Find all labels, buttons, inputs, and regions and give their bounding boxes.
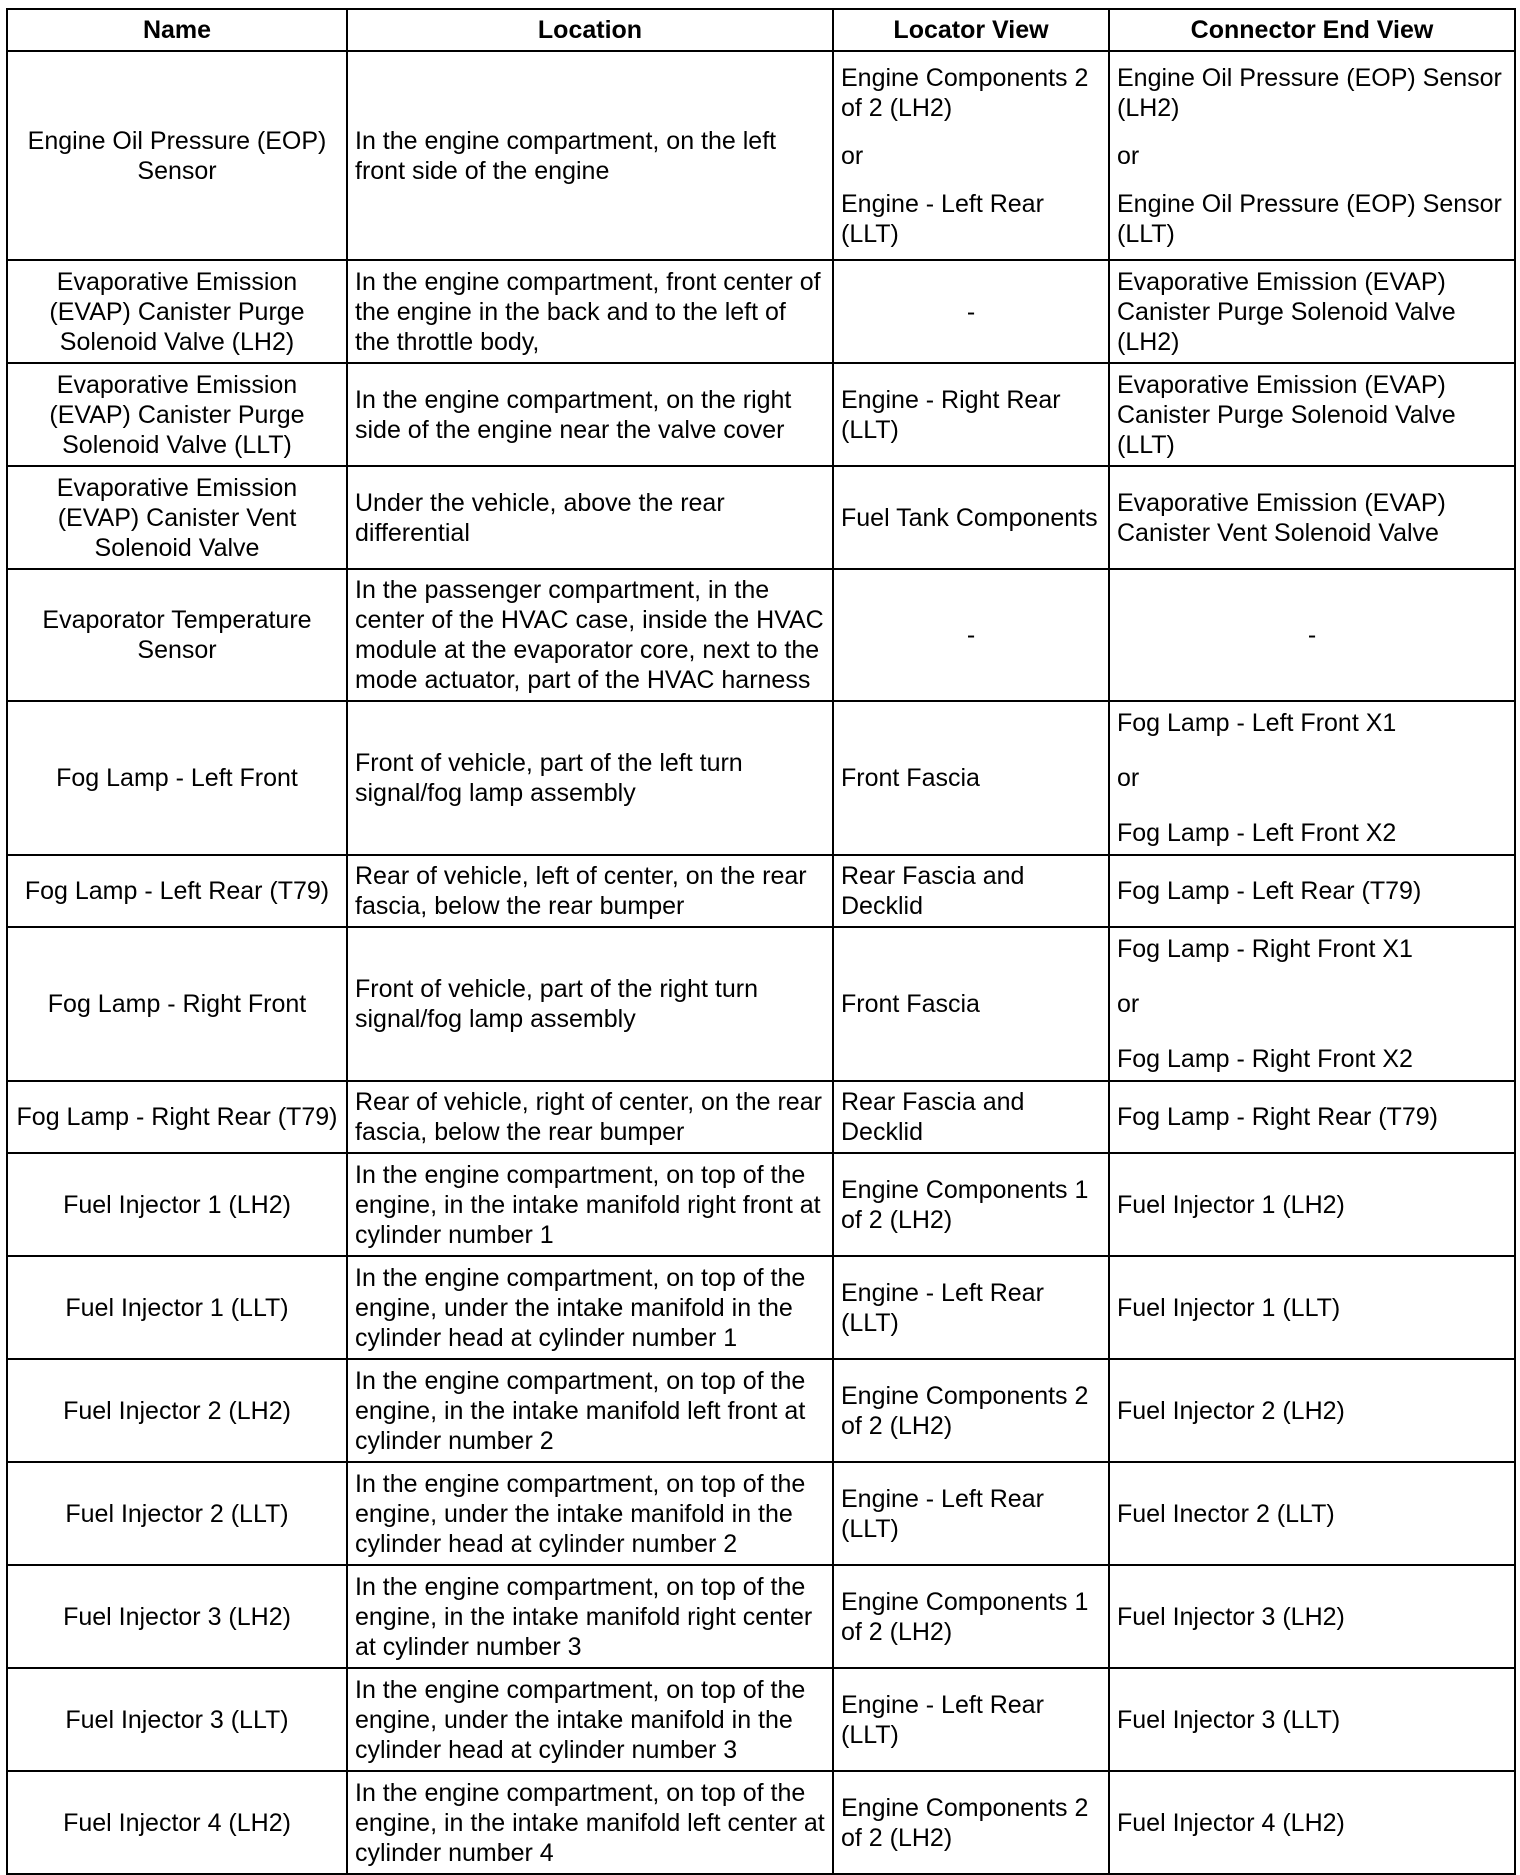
component-name: Evaporative Emission (EVAP) Canister Purge Solenoid Valve (LLT) (7, 363, 347, 466)
locator-view-cell (833, 51, 1109, 260)
connector-end-view-link[interactable]: Fuel Injector 2 (LH2) (1109, 1359, 1515, 1462)
connector-end-view-link[interactable]: Fog Lamp - Right Front X2 (1117, 1045, 1413, 1073)
or-separator: or (1117, 990, 1140, 1018)
connector-end-view-link[interactable]: Fuel Injector 1 (LH2) (1109, 1153, 1515, 1256)
connector-end-view-cell (1109, 927, 1515, 1081)
table-row (7, 701, 1515, 855)
connector-end-view-link[interactable]: Fuel Injector 1 (LLT) (1109, 1256, 1515, 1359)
component-location: Under the vehicle, above the rear differential (347, 466, 833, 569)
component-name: Evaporative Emission (EVAP) Canister Purge Solenoid Valve (LH2) (7, 260, 347, 363)
component-location: In the engine compartment, on top of the engine, in the intake manifold left front at cylinder number 2 (347, 1359, 833, 1462)
locator-view-link[interactable]: Engine Components 2 of 2 (LH2) (833, 1359, 1109, 1462)
table-row (7, 1081, 1515, 1153)
table-row (7, 466, 1515, 569)
table-row (7, 1565, 1515, 1668)
connector-end-view-link[interactable]: Fuel Injector 4 (LH2) (1109, 1771, 1515, 1874)
header-name: Name (7, 9, 347, 51)
connector-end-view-link[interactable]: Fog Lamp - Left Rear (T79) (1109, 855, 1515, 927)
component-name: Fog Lamp - Right Front (7, 927, 347, 1081)
table-row (7, 1256, 1515, 1359)
header-locator-view: Locator View (833, 9, 1109, 51)
connector-end-view-link[interactable]: Fuel Injector 3 (LH2) (1109, 1565, 1515, 1668)
locator-view-link[interactable]: Engine - Left Rear (LLT) (833, 1462, 1109, 1565)
header-location: Location (347, 9, 833, 51)
component-name: Fog Lamp - Right Rear (T79) (7, 1081, 347, 1153)
locator-view-link[interactable]: Engine - Left Rear (LLT) (841, 189, 1044, 248)
connector-end-view-link[interactable]: Evaporative Emission (EVAP) Canister Purge Solenoid Valve (LH2) (1109, 260, 1515, 363)
component-name: Fuel Injector 2 (LLT) (7, 1462, 347, 1565)
locator-view-link[interactable]: Front Fascia (833, 927, 1109, 1081)
locator-view-link[interactable]: Engine - Right Rear (LLT) (833, 363, 1109, 466)
table-row (7, 569, 1515, 701)
component-location: In the engine compartment, on top of the engine, under the intake manifold in the cylinder head at cylinder number 1 (347, 1256, 833, 1359)
component-location: Front of vehicle, part of the left turn signal/fog lamp assembly (347, 701, 833, 855)
component-location: In the engine compartment, front center of the engine in the back and to the left of the throttle body, (347, 260, 833, 363)
locator-view-link[interactable]: Front Fascia (833, 701, 1109, 855)
connector-end-view-link[interactable]: Evaporative Emission (EVAP) Canister Purge Solenoid Valve (LLT) (1109, 363, 1515, 466)
table-row (7, 260, 1515, 363)
or-separator: or (1117, 141, 1140, 170)
component-location: In the engine compartment, on top of the engine, in the intake manifold left center at cylinder number 4 (347, 1771, 833, 1874)
component-location: In the engine compartment, on the left front side of the engine (347, 51, 833, 260)
table-row (7, 1153, 1515, 1256)
locator-view-link[interactable]: Engine - Left Rear (LLT) (833, 1256, 1109, 1359)
component-name: Fog Lamp - Left Rear (T79) (7, 855, 347, 927)
or-separator: or (1117, 764, 1140, 792)
component-name: Evaporative Emission (EVAP) Canister Vent Solenoid Valve (7, 466, 347, 569)
header-connector-end-view: Connector End View (1109, 9, 1515, 51)
table-row (7, 1462, 1515, 1565)
component-name: Fuel Injector 3 (LH2) (7, 1565, 347, 1668)
connector-end-view-link[interactable]: Engine Oil Pressure (EOP) Sensor (LH2) (1117, 63, 1502, 122)
component-location: Rear of vehicle, left of center, on the rear fascia, below the rear bumper (347, 855, 833, 927)
or-separator: or (841, 141, 864, 170)
component-location: In the engine compartment, on top of the engine, in the intake manifold right front at cylinder number 1 (347, 1153, 833, 1256)
component-location: In the engine compartment, on top of the engine, under the intake manifold in the cylinder head at cylinder number 3 (347, 1668, 833, 1771)
component-name: Fog Lamp - Left Front (7, 701, 347, 855)
connector-end-view-link[interactable]: Fog Lamp - Left Front X2 (1117, 819, 1397, 847)
component-name: Fuel Injector 2 (LH2) (7, 1359, 347, 1462)
connector-end-view-link[interactable]: Engine Oil Pressure (EOP) Sensor (LLT) (1117, 189, 1502, 248)
locator-view-link[interactable]: Engine Components 1 of 2 (LH2) (833, 1565, 1109, 1668)
table-row (7, 1668, 1515, 1771)
locator-view-cell: - (833, 260, 1109, 363)
component-name: Fuel Injector 1 (LLT) (7, 1256, 347, 1359)
component-name: Fuel Injector 3 (LLT) (7, 1668, 347, 1771)
connector-end-view-link[interactable]: Fog Lamp - Left Front X1 (1117, 709, 1397, 737)
table-row (7, 51, 1515, 260)
header-row (7, 9, 1515, 51)
table-row (7, 1771, 1515, 1874)
table-row (7, 927, 1515, 1081)
table-row (7, 855, 1515, 927)
component-name: Fuel Injector 1 (LH2) (7, 1153, 347, 1256)
component-location: Front of vehicle, part of the right turn signal/fog lamp assembly (347, 927, 833, 1081)
locator-view-link[interactable]: Rear Fascia and Decklid (833, 1081, 1109, 1153)
connector-end-view-link[interactable]: Fuel Injector 3 (LLT) (1109, 1668, 1515, 1771)
table-row (7, 1359, 1515, 1462)
locator-view-link[interactable]: Engine Components 1 of 2 (LH2) (833, 1153, 1109, 1256)
table-row (7, 363, 1515, 466)
connector-end-view-link[interactable]: Fog Lamp - Right Front X1 (1117, 935, 1413, 963)
component-name: Fuel Injector 4 (LH2) (7, 1771, 347, 1874)
connector-end-view-link[interactable]: Fuel Inector 2 (LLT) (1109, 1462, 1515, 1565)
locator-view-link[interactable]: Engine Components 2 of 2 (LH2) (833, 1771, 1109, 1874)
connector-end-view-link[interactable]: Evaporative Emission (EVAP) Canister Vent Solenoid Valve (1109, 466, 1515, 569)
connector-end-view-cell (1109, 51, 1515, 260)
locator-view-link[interactable]: Engine - Left Rear (LLT) (833, 1668, 1109, 1771)
component-locator-table (6, 8, 1516, 1875)
component-location: In the engine compartment, on the right side of the engine near the valve cover (347, 363, 833, 466)
component-location: In the engine compartment, on top of the engine, in the intake manifold right center at cylinder number 3 (347, 1565, 833, 1668)
locator-view-cell: - (833, 569, 1109, 701)
component-location: Rear of vehicle, right of center, on the rear fascia, below the rear bumper (347, 1081, 833, 1153)
locator-view-link[interactable]: Fuel Tank Components (833, 466, 1109, 569)
connector-end-view-cell: - (1109, 569, 1515, 701)
connector-end-view-cell (1109, 701, 1515, 855)
component-location: In the engine compartment, on top of the engine, under the intake manifold in the cylinder head at cylinder number 2 (347, 1462, 833, 1565)
locator-view-link[interactable]: Rear Fascia and Decklid (833, 855, 1109, 927)
component-name: Engine Oil Pressure (EOP) Sensor (7, 51, 347, 260)
component-location: In the passenger compartment, in the center of the HVAC case, inside the HVAC module at the evaporator core, next to the mode actuator, part of the HVAC harness (347, 569, 833, 701)
connector-end-view-link[interactable]: Fog Lamp - Right Rear (T79) (1109, 1081, 1515, 1153)
locator-view-link[interactable]: Engine Components 2 of 2 (LH2) (841, 63, 1089, 122)
component-name: Evaporator Temperature Sensor (7, 569, 347, 701)
